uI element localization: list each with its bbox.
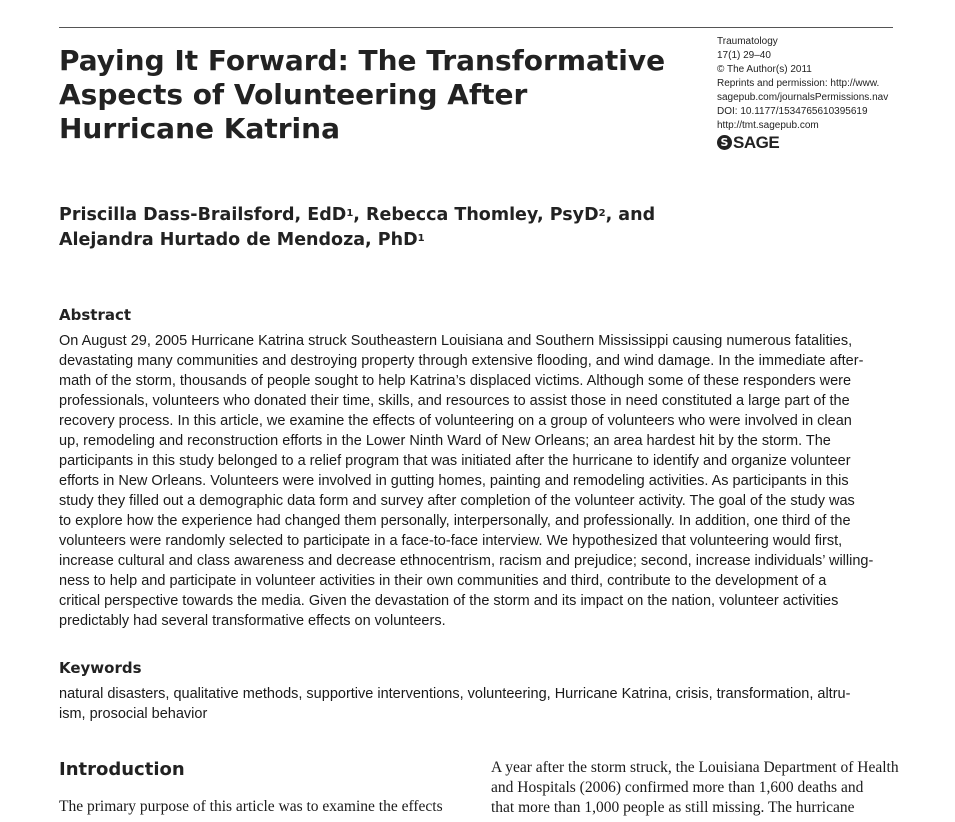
abstract-line: to explore how the experience had changed them personally, interpersonally, and professionally. In addition, one third of the (59, 513, 851, 529)
title-line: Aspects of Volunteering After (59, 78, 528, 111)
abstract-line: participants in this study belonged to a relief program that was initiated after the hurricane to identify and organize volunteer (59, 453, 851, 469)
abstract-line: ness to help and participate in volunteer activities in their own communities and third, contribute to the development of a (59, 573, 827, 589)
article-title (59, 44, 666, 146)
journal-meta (717, 35, 902, 150)
title-line: Hurricane Katrina (59, 112, 340, 145)
abstract-heading: Abstract (59, 306, 132, 324)
top-rule (59, 27, 893, 28)
author-name: Priscilla Dass-Brailsford, EdD (59, 205, 347, 225)
reprints-line-1[interactable]: Reprints and permission: http://www. (717, 78, 880, 89)
abstract-line: volunteers were randomly selected to participate in a face-to-face interview. We hypothesized that volunteering would first, (59, 533, 843, 549)
abstract-line: math of the storm, thousands of people sought to help Katrina’s displaced victims. Although some of these responders were (59, 373, 852, 389)
affiliation-mark: 2 (598, 208, 606, 219)
body-line: and Hospitals (2006) confirmed more than 1,600 deaths and (491, 779, 864, 796)
author-name: Alejandra Hurtado de Mendoza, PhD (59, 230, 418, 250)
intro-left-column (59, 797, 467, 817)
body-line: that more than 1,000 people as still missing. The hurricane (491, 799, 855, 816)
abstract-line: increase cultural and class awareness and decrease ethnocentrism, racism and prejudice; second, increase individuals’ willing- (59, 553, 874, 569)
abstract-line: professionals, volunteers who donated their time, skills, and resources to assist those in need constituted a large part of the (59, 393, 850, 409)
body-line: A year after the storm struck, the Louisiana Department of Health (491, 759, 899, 776)
reprints-line-2[interactable]: sagepub.com/journalsPermissions.nav (717, 92, 889, 103)
affiliation-mark: 1 (346, 208, 354, 219)
abstract-line: up, remodeling and reconstruction efforts in the Lower Ninth Ward of New Orleans; an area hardest hit by the storm. The (59, 433, 831, 449)
keywords-heading: Keywords (59, 659, 142, 677)
author-line-1 (59, 203, 655, 228)
author-list (59, 203, 655, 253)
abstract-line: predictably had several transformative effects on volunteers. (59, 613, 446, 629)
author-line-2 (59, 228, 655, 253)
abstract-line: efforts in New Orleans. Volunteers were involved in gutting homes, painting and remodeling activities. As participants in this (59, 473, 849, 489)
intro-right-column (491, 758, 899, 818)
sage-icon: S (717, 135, 732, 150)
abstract-line: devastating many communities and destroying property through extensive flooding, and wind damage. In the immediate after- (59, 353, 864, 369)
sage-logo (717, 132, 902, 152)
copyright: © The Author(s) 2011 (717, 64, 812, 75)
doi[interactable]: DOI: 10.1177/1534765610395619 (717, 106, 868, 117)
abstract-line: On August 29, 2005 Hurricane Katrina struck Southeastern Louisiana and Southern Mississippi causing numerous fatalities, (59, 333, 853, 349)
journal-issue: 17(1) 29–40 (717, 50, 771, 61)
affiliation-mark: 1 (417, 233, 425, 244)
journal-name: Traumatology (717, 36, 778, 47)
abstract-line: critical perspective towards the media. Given the devastation of the storm and its impact on the nation, volunteer activities (59, 593, 839, 609)
keywords-line: natural disasters, qualitative methods, supportive interventions, volunteering, Hurricane Katrina, crisis, transformation, altru- (59, 686, 851, 702)
abstract-line: recovery process. In this article, we examine the effects of volunteering on a group of volunteers who were involved in clean (59, 413, 852, 429)
body-line: The primary purpose of this article was to examine the effects (59, 798, 443, 815)
abstract-body (59, 331, 893, 631)
introduction-heading: Introduction (59, 759, 185, 780)
abstract-line: study they filled out a demographic data form and survey after completion of the volunteer activity. The goal of the study was (59, 493, 855, 509)
journal-url[interactable]: http://tmt.sagepub.com (717, 120, 819, 131)
author-name: , Rebecca Thomley, PsyD (353, 205, 599, 225)
author-conjunction: , and (605, 205, 656, 225)
sage-wordmark: SAGE (733, 132, 780, 152)
keywords-line: ism, prosocial behavior (59, 706, 208, 722)
keywords-body (59, 684, 893, 724)
title-line: Paying It Forward: The Transformative (59, 44, 666, 77)
